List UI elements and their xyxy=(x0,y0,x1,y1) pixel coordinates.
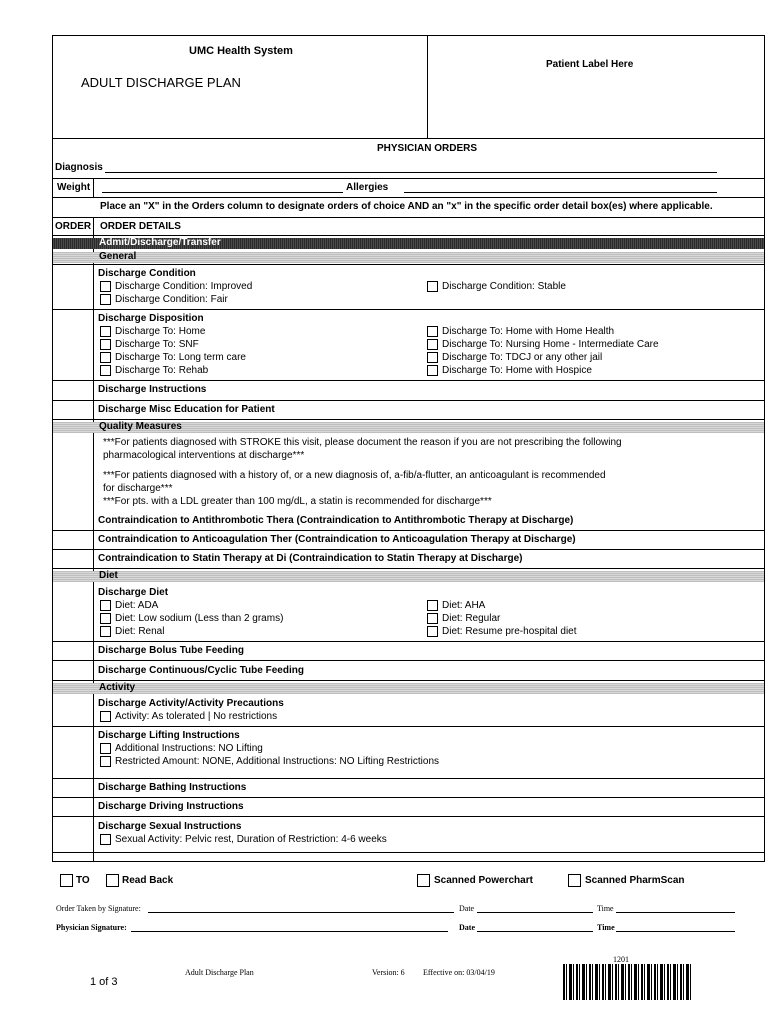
order-taken-time-field[interactable] xyxy=(616,912,735,913)
checkbox-to[interactable] xyxy=(60,874,73,887)
checkbox-condition-improved[interactable] xyxy=(100,281,111,292)
footer-form-name: Adult Discharge Plan xyxy=(185,968,254,977)
option-label: Activity: As tolerated | No restrictions xyxy=(115,711,278,722)
option-label: Discharge Condition: Fair xyxy=(115,294,228,305)
divider xyxy=(52,217,765,218)
option-label: Discharge To: Home xyxy=(115,326,206,337)
divider xyxy=(52,419,765,420)
activity-title: Discharge Activity/Activity Precautions xyxy=(98,698,284,709)
option-label: Diet: Regular xyxy=(442,613,501,624)
section-label: Diet xyxy=(99,570,118,581)
checkbox-to-home[interactable] xyxy=(100,326,111,337)
checkbox-read-back[interactable] xyxy=(106,874,119,887)
option-label: Additional Instructions: NO Lifting xyxy=(115,743,263,754)
option-label: Discharge To: Home with Home Health xyxy=(442,326,615,337)
physician-signature-field[interactable] xyxy=(131,931,448,932)
quality-note-stroke: pharmacological interventions at discharge*** xyxy=(103,450,305,461)
weight-label: Weight xyxy=(57,182,91,193)
order-details-header: ORDER DETAILS xyxy=(100,221,181,232)
driving-row: Discharge Driving Instructions xyxy=(98,801,244,812)
section-label: Quality Measures xyxy=(99,421,182,432)
section-label: Admit/Discharge/Transfer xyxy=(99,237,221,248)
option-label: Discharge To: TDCJ or any other jail xyxy=(442,352,603,363)
option-label: Discharge To: SNF xyxy=(115,339,199,350)
weight-field[interactable] xyxy=(102,192,343,193)
order-column-divider xyxy=(93,217,94,862)
option-label: Diet: Renal xyxy=(115,626,165,637)
checkbox-scanned-powerchart[interactable] xyxy=(417,874,430,887)
section-diet xyxy=(53,571,764,582)
option-label: Discharge To: Nursing Home - Intermediate Care xyxy=(442,339,659,350)
divider xyxy=(52,380,765,381)
scanned-pharmscan-label: Scanned PharmScan xyxy=(585,875,685,886)
option-label: Restricted Amount: NONE, Additional Instructions: NO Lifting Restrictions xyxy=(115,756,440,767)
discharge-condition-title: Discharge Condition xyxy=(98,268,196,279)
to-label: TO xyxy=(76,875,90,886)
divider xyxy=(52,264,765,265)
instruction-text: Place an "X" in the Orders column to designate orders of choice AND an "x" in the specific order detail box(es) where applicable. xyxy=(100,201,713,212)
diagnosis-field[interactable] xyxy=(105,172,717,173)
physician-orders-heading: PHYSICIAN ORDERS xyxy=(377,143,478,154)
section-general xyxy=(53,252,764,263)
divider xyxy=(52,660,765,661)
divider xyxy=(52,797,765,798)
footer-version: Version: 6 xyxy=(372,968,405,977)
divider xyxy=(52,852,765,853)
lifting-title: Discharge Lifting Instructions xyxy=(98,730,240,741)
checkbox-no-lifting-restrictions[interactable] xyxy=(100,756,111,767)
section-activity xyxy=(53,683,764,694)
checkbox-scanned-pharmscan[interactable] xyxy=(568,874,581,887)
date-label: Date xyxy=(459,923,475,932)
discharge-diet-title: Discharge Diet xyxy=(98,587,169,598)
quality-note-ldl: ***For pts. with a LDL greater than 100 mg/dL, a statin is recommended for discharge*** xyxy=(103,496,492,507)
order-taken-date-field[interactable] xyxy=(477,912,593,913)
sexual-title: Discharge Sexual Instructions xyxy=(98,821,242,832)
diagnosis-label: Diagnosis xyxy=(55,162,103,173)
discharge-disposition-title: Discharge Disposition xyxy=(98,313,204,324)
checkbox-diet-ada[interactable] xyxy=(100,600,111,611)
option-label: Diet: AHA xyxy=(442,600,486,611)
divider xyxy=(52,641,765,642)
divider xyxy=(52,549,765,550)
section-label: General xyxy=(99,251,137,262)
divider xyxy=(52,680,765,681)
continuous-tube-feeding-row: Discharge Continuous/Cyclic Tube Feeding xyxy=(98,665,304,676)
checkbox-diet-aha[interactable] xyxy=(427,600,438,611)
divider xyxy=(52,197,765,198)
checkbox-to-nursing-home[interactable] xyxy=(427,339,438,350)
time-label: Time xyxy=(597,923,615,932)
checkbox-to-hospice[interactable] xyxy=(427,365,438,376)
order-taken-label: Order Taken by Signature: xyxy=(56,904,141,913)
contraindication-antithrombotic: Contraindication to Antithrombotic Thera (Contraindication to Antithrombotic Therapy at Discharge) xyxy=(98,515,574,526)
option-label: Discharge Condition: Stable xyxy=(442,281,566,292)
patient-label: Patient Label Here xyxy=(546,59,634,70)
checkbox-no-lifting[interactable] xyxy=(100,743,111,754)
physician-time-field[interactable] xyxy=(616,931,735,932)
divider xyxy=(52,235,765,236)
section-label: Activity xyxy=(99,682,136,693)
header-divider xyxy=(427,35,428,138)
option-label: Discharge To: Home with Hospice xyxy=(442,365,592,376)
checkbox-diet-renal[interactable] xyxy=(100,626,111,637)
page-number: 1 of 3 xyxy=(90,976,118,988)
checkbox-diet-regular[interactable] xyxy=(427,613,438,624)
contraindication-anticoagulation: Contraindication to Anticoagulation Ther (Contraindication to Anticoagulation Therapy at Discharge) xyxy=(98,534,576,545)
option-label: Discharge Condition: Improved xyxy=(115,281,253,292)
divider xyxy=(52,568,765,569)
physician-date-field[interactable] xyxy=(477,931,593,932)
physician-signature-label: Physician Signature: xyxy=(56,923,127,932)
option-label: Diet: Resume pre-hospital diet xyxy=(442,626,577,637)
barcode xyxy=(563,964,693,1000)
section-quality xyxy=(53,422,764,433)
option-label: Discharge To: Rehab xyxy=(115,365,209,376)
divider xyxy=(52,726,765,727)
divider xyxy=(52,530,765,531)
option-label: Diet: Low sodium (Less than 2 grams) xyxy=(115,613,284,624)
bathing-row: Discharge Bathing Instructions xyxy=(98,782,247,793)
checkbox-pelvic-rest[interactable] xyxy=(100,834,111,845)
checkbox-to-rehab[interactable] xyxy=(100,365,111,376)
checkbox-condition-fair[interactable] xyxy=(100,294,111,305)
org-name: UMC Health System xyxy=(189,45,293,57)
allergies-label: Allergies xyxy=(346,182,389,193)
divider xyxy=(52,778,765,779)
checkbox-diet-pre-hospital[interactable] xyxy=(427,626,438,637)
checkbox-to-ltc[interactable] xyxy=(100,352,111,363)
option-label: Sexual Activity: Pelvic rest, Duration of Restriction: 4-6 weeks xyxy=(115,834,387,845)
divider xyxy=(52,400,765,401)
section-admit xyxy=(53,238,764,249)
quality-note-afib: for discharge*** xyxy=(103,483,173,494)
checkbox-to-snf[interactable] xyxy=(100,339,111,350)
option-label: Diet: ADA xyxy=(115,600,159,611)
weight-divider xyxy=(93,178,94,198)
form-title: ADULT DISCHARGE PLAN xyxy=(81,75,241,90)
checkbox-to-home-health[interactable] xyxy=(427,326,438,337)
order-taken-signature-field[interactable] xyxy=(148,912,454,913)
time-label: Time xyxy=(597,904,614,913)
checkbox-diet-low-sodium[interactable] xyxy=(100,613,111,624)
checkbox-condition-stable[interactable] xyxy=(427,281,438,292)
quality-note-stroke: ***For patients diagnosed with STROKE this visit, please document the reason if you are not prescribing the following xyxy=(103,437,622,448)
scanned-powerchart-label: Scanned Powerchart xyxy=(434,875,533,886)
divider xyxy=(52,816,765,817)
bolus-tube-feeding-row: Discharge Bolus Tube Feeding xyxy=(98,645,244,656)
discharge-instructions-row: Discharge Instructions xyxy=(98,384,207,395)
form-number: 1201 xyxy=(613,955,629,964)
header-bottom-line xyxy=(52,138,765,139)
date-label: Date xyxy=(459,904,475,913)
contraindication-statin: Contraindication to Statin Therapy at Di (Contraindication to Statin Therapy at Discharge) xyxy=(98,553,523,564)
checkbox-activity-as-tolerated[interactable] xyxy=(100,711,111,722)
allergies-field[interactable] xyxy=(404,192,717,193)
quality-note-afib: ***For patients diagnosed with a history of, or a new diagnosis of, a-fib/a-flutter, an anticoagulant is recommended xyxy=(103,470,606,481)
option-label: Discharge To: Long term care xyxy=(115,352,246,363)
discharge-misc-row: Discharge Misc Education for Patient xyxy=(98,404,275,415)
footer-effective: Effective on: 03/04/19 xyxy=(423,968,495,977)
divider xyxy=(52,178,765,179)
order-column-header: ORDER xyxy=(55,221,92,232)
divider xyxy=(52,309,765,310)
checkbox-to-tdcj[interactable] xyxy=(427,352,438,363)
read-back-label: Read Back xyxy=(122,875,174,886)
